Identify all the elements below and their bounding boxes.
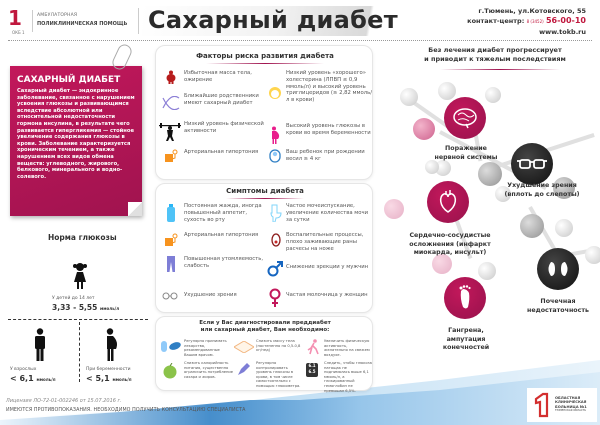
dna-icon bbox=[162, 96, 180, 110]
intro-text: Сахарный диабет — эндокринное заболевание, связанное с нарушением усвоения глюкозы и развивающимся вследствие абсолютной или относительной недостаточности гормона инсулина, в результате чего развивается гипергликемия — стойное увеличение содержания глюкозы в крови. Заболевание характеризуется хроническим течением, а также нарушением всех видов обмена веществ: углеводного, жирового, белкового, минерального и водно-солевого. bbox=[17, 88, 135, 180]
risk-item: Высокий уровень глюкозы в крови во время беременности bbox=[286, 123, 371, 136]
molecule-atom bbox=[400, 88, 418, 106]
phone-number[interactable]: 56-00-10 bbox=[545, 16, 586, 25]
title-underline bbox=[226, 198, 304, 199]
risk-item: Ваш ребенок при рождении весил ≥ 4 кг bbox=[286, 149, 365, 162]
foot-icon bbox=[444, 277, 486, 319]
pregnancy-norm-value: < 5,1 ммоль/л bbox=[86, 374, 132, 383]
consequence-label: Ухудшение зрения (вплоть до слепоты) bbox=[504, 182, 580, 198]
apple-icon bbox=[162, 363, 178, 379]
symptom-item: Частое мочеиспускание, увеличение количества мочи за сутки bbox=[286, 203, 369, 223]
pills-icon bbox=[160, 339, 182, 353]
molecule-atom bbox=[520, 214, 544, 238]
molecule-atom bbox=[413, 118, 435, 140]
header-dotted-divider bbox=[8, 40, 592, 41]
license-text: Лицензия ЛО-72-01-002246 от 15.07.2016 г. bbox=[6, 398, 122, 404]
header-divider bbox=[32, 10, 33, 32]
header-subtitle-top: АМБУЛАТОРНАЯ bbox=[37, 13, 78, 18]
recommendation-item: Снизить массу тела (постепенно на 0,5-0,8 кг/нед) bbox=[256, 339, 301, 353]
symptoms-panel bbox=[155, 183, 373, 313]
title-underline bbox=[440, 69, 560, 70]
children-norm-label: У детей до 14 лет bbox=[52, 296, 95, 301]
risk-item: Ближайшие родственники имеют сахарный диабет bbox=[184, 93, 259, 106]
cardiovascular-node bbox=[427, 181, 469, 223]
consequence-label: Сердечно-сосудистые осложнения (инфаркт миокарда, инсульт) bbox=[409, 232, 491, 256]
girl-icon bbox=[72, 262, 88, 290]
female-icon bbox=[268, 288, 282, 308]
molecule-atom bbox=[384, 199, 404, 219]
consequence-label: Почечная недостаточность bbox=[526, 298, 589, 314]
clinic-logo: 1 bbox=[8, 6, 22, 30]
adults-norm-label: У взрослых bbox=[10, 367, 37, 372]
title-underline bbox=[206, 63, 324, 64]
contact-center bbox=[467, 16, 586, 27]
children-norm-value: 3,33 - 5,55 ммоль/л bbox=[52, 303, 120, 312]
risk-item: Артериальная гипертония bbox=[184, 149, 259, 155]
symptom-item: Снижение эрекции у мужчин bbox=[286, 264, 369, 270]
body-icon bbox=[164, 256, 178, 272]
norm-divider-vertical bbox=[79, 322, 80, 382]
male-icon bbox=[267, 261, 283, 277]
symptom-item: Воспалительные процессы, плохо заживающие раны расчесы на ноже bbox=[286, 232, 364, 252]
norm-divider-horizontal bbox=[8, 319, 148, 320]
molecule-atom bbox=[485, 87, 501, 103]
header-subtitle-bottom: ПОЛИКЛИНИЧЕСКАЯ ПОМОЩЬ bbox=[37, 21, 128, 27]
symptom-item: Повышенная утомляемость, слабость bbox=[184, 256, 264, 269]
toilet-icon bbox=[269, 204, 283, 222]
consequence-label: Гангрена, ампутация конечностей bbox=[442, 327, 490, 351]
symptom-item: Частая молочница у женщин bbox=[286, 292, 368, 298]
recommendations-title: Если у Вас диагностировали преддиабет или сахарный диабет, Вам необходимо: bbox=[199, 320, 331, 333]
runner-icon bbox=[306, 339, 320, 355]
consequence-label: Поражение нервной системы bbox=[434, 145, 498, 161]
symptoms-title: Симптомы диабета bbox=[226, 187, 304, 195]
heart-icon bbox=[427, 181, 469, 223]
risk-factors-title: Факторы риска развития диабета bbox=[196, 52, 334, 60]
risk-factors-panel bbox=[155, 45, 373, 180]
egg-icon bbox=[268, 86, 282, 100]
clinic-logo-caption: ОКБ 1 bbox=[12, 30, 25, 35]
vision-node bbox=[511, 143, 553, 185]
adults-norm-value: < 6,1 ммоль/л bbox=[10, 374, 56, 383]
foot-wound-icon bbox=[269, 233, 283, 247]
contact-label: контакт-центр: bbox=[467, 17, 525, 25]
symptom-item: Постоянная жажда, иногда повышенный аппетит, сухость во рту bbox=[184, 203, 262, 223]
address: г.Тюмень, ул.Котовского, 55 bbox=[478, 7, 586, 15]
recommendation-item: Следить, чтобы глюкоза натощак не поднималась выше 6,1 ммоль/л, а гликированный гемоглобин не превышал 6,5%. bbox=[324, 361, 372, 393]
kidney-node bbox=[537, 248, 579, 290]
bottle-icon bbox=[164, 204, 178, 222]
symptom-item: Ухудшение зрения bbox=[184, 292, 237, 298]
intro-title: САХАРНЫЙ ДИАБЕТ bbox=[17, 75, 121, 85]
scale-icon bbox=[234, 341, 254, 353]
recommendation-item: Увеличить физическую активность, желательно на свежем воздухе. bbox=[324, 339, 370, 357]
molecule-atom bbox=[585, 246, 600, 264]
weightlifter-icon bbox=[159, 122, 181, 142]
molecule-atom bbox=[425, 160, 439, 174]
hospital-logo-icon bbox=[533, 392, 549, 418]
risk-item: Избыточная масса тела, ожирение bbox=[184, 70, 252, 83]
glucose-norm-title: Норма глюкозы bbox=[48, 233, 117, 242]
adult-man-icon bbox=[34, 328, 46, 362]
recommendation-item: Регулярно принимать лекарства, рекомендованные Вашим врачом. bbox=[184, 339, 227, 357]
kidneys-icon bbox=[537, 248, 579, 290]
hospital-name: ОБЛАСТНАЯ КЛИНИЧЕСКАЯ БОЛЬНИЦА №1 ТЮМЕНСКАЯ ОБЛАСТЬ bbox=[555, 396, 587, 413]
pregnancy-norm-label: При беременности bbox=[86, 367, 131, 372]
pregnant-icon bbox=[268, 126, 282, 144]
gangrene-node bbox=[444, 277, 486, 319]
hypertension-icon bbox=[164, 149, 178, 163]
risk-item: Низкий уровень физической активности bbox=[184, 121, 264, 134]
symptom-item: Артериальная гипертония bbox=[184, 232, 259, 238]
obesity-icon bbox=[164, 70, 178, 84]
header-divider bbox=[138, 8, 139, 34]
numbers-icon: 6.1 6.5 bbox=[306, 363, 318, 377]
glucometer-icon bbox=[236, 361, 252, 377]
phone-code: 8 (3452) bbox=[526, 19, 544, 24]
baby-icon bbox=[268, 149, 282, 163]
glasses-icon bbox=[511, 143, 553, 185]
disclaimer-text: ИМЕЮТСЯ ПРОТИВОПОКАЗАНИЯ. НЕОБХОДИМО ПОЛУЧИТЬ КОНСУЛЬТАЦИЮ СПЕЦИАЛИСТА bbox=[6, 408, 246, 413]
consequences-title: Без лечения диабет прогрессирует и приводит к тяжелым последствиям bbox=[424, 46, 566, 63]
nervous-system-node bbox=[444, 97, 486, 139]
page-title: Сахарный диабет bbox=[148, 6, 398, 34]
contact-info bbox=[467, 6, 586, 37]
website-link[interactable]: www.tokb.ru bbox=[539, 28, 586, 36]
molecule-atom bbox=[555, 219, 573, 237]
recommendations-panel bbox=[155, 316, 373, 391]
recommendation-item: Снизить калорийность питания, существенно ограничить потребление сахара и жиров. bbox=[184, 361, 234, 379]
brain-icon bbox=[444, 97, 486, 139]
pregnant-woman-icon bbox=[104, 328, 120, 362]
hypertension-icon bbox=[164, 233, 178, 247]
risk-item: Низкий уровень «хорошего» холестерина (ЛПВП ≤ 0,9 ммоль/л) и высокий уровень триглицеридов (≥ 2,82 ммоль/л в крови) bbox=[286, 70, 373, 104]
glasses-icon bbox=[161, 292, 179, 300]
page-curl-decoration bbox=[128, 202, 142, 216]
recommendation-item: Регулярно контролировать уровень глюкозы в крови, в том числе самостоятельно с помощью глюкометра. bbox=[256, 361, 301, 388]
